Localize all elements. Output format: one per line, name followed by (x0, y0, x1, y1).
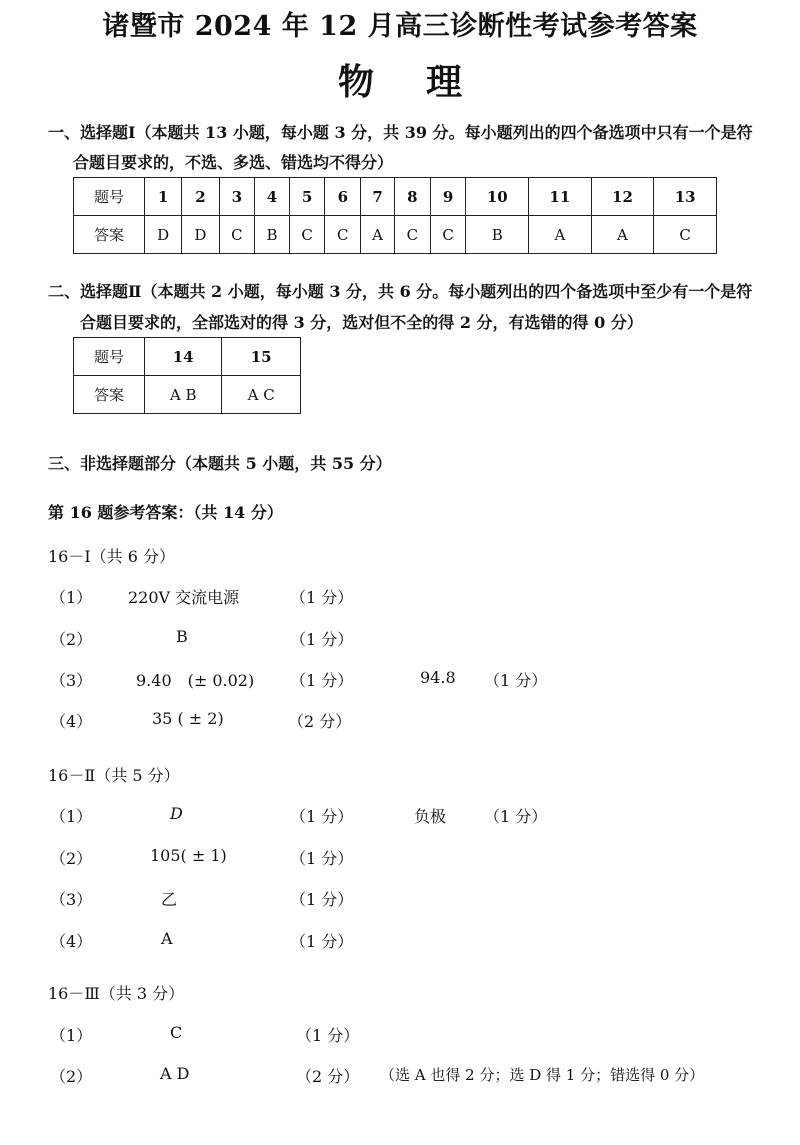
question-number: 14 (145, 338, 222, 376)
item-points: （1 分） (290, 932, 354, 951)
question-number: 1 (145, 178, 182, 216)
answer-cell: A C (222, 376, 301, 414)
answer-cell: D (145, 216, 182, 254)
item-answer: D (170, 804, 183, 823)
answer-cell: C (430, 216, 466, 254)
answer-cell: D (182, 216, 219, 254)
item-answer: B (176, 627, 188, 646)
question-number: 11 (529, 178, 592, 216)
item-index: （2） (50, 630, 93, 649)
item-index: （4） (50, 932, 93, 951)
answer-cell: A (591, 216, 654, 254)
sub3-heading: 16－Ⅲ（共 3 分） (48, 984, 185, 1003)
question-number: 5 (289, 178, 325, 216)
part3-heading: 三、非选择题部分（本题共 5 小题，共 55 分） (48, 454, 392, 473)
item-index: （2） (50, 849, 93, 868)
row-label: 答案 (74, 216, 145, 254)
item-points: （1 分） (290, 671, 354, 690)
answer-cell: B (255, 216, 289, 254)
answer-cell: C (325, 216, 361, 254)
row-label: 题号 (74, 178, 145, 216)
item-points: （1 分） (290, 849, 354, 868)
sub2-heading: 16－Ⅱ（共 5 分） (48, 766, 180, 785)
answer-cell: B (466, 216, 529, 254)
item-index: （1） (50, 588, 93, 607)
item-points-2: （1 分） (484, 807, 548, 826)
question-number: 6 (325, 178, 361, 216)
item-points: （1 分） (290, 890, 354, 909)
question-number: 15 (222, 338, 301, 376)
item-points: （1 分） (290, 807, 354, 826)
answer-cell: A B (145, 376, 222, 414)
item-points: （2 分） (288, 712, 352, 731)
item-points: （1 分） (290, 630, 354, 649)
question-number: 2 (182, 178, 219, 216)
part1-heading-line2: 合题目要求的，不选、多选、错选均不得分） (73, 153, 394, 172)
question-number: 3 (219, 178, 255, 216)
item-answer-2: 负极 (414, 807, 447, 826)
item-answer: 220V 交流电源 (128, 588, 240, 607)
row-label: 答案 (74, 376, 145, 414)
item-answer: A D (160, 1064, 190, 1083)
part2-number-row (74, 338, 301, 376)
answer-cell: C (289, 216, 325, 254)
part1-number-row (74, 178, 717, 216)
document-title: 诸暨市 2024 年 12 月高三诊断性考试参考答案 (102, 11, 698, 42)
part2-heading-line1: 二、选择题Ⅱ（本题共 2 小题，每小题 3 分，共 6 分。每小题列出的四个备选项中至少有一个是符 (48, 282, 753, 301)
item-index: （3） (50, 671, 93, 690)
item-points: （2 分） (296, 1067, 360, 1086)
item-answer: 9.40 (± 0.02) (136, 671, 255, 690)
row-label: 题号 (74, 338, 145, 376)
question-number: 12 (591, 178, 654, 216)
item-index: （2） (50, 1067, 93, 1086)
item-answer: 35 ( ± 2) (152, 709, 224, 728)
item-index: （3） (50, 890, 93, 909)
item-answer: 105( ± 1) (150, 846, 227, 865)
item-answer: C (170, 1023, 183, 1042)
scoring-note: （选 A 也得 2 分；选 D 得 1 分；错选得 0 分） (380, 1066, 705, 1084)
part1-heading-line1: 一、选择题Ⅰ（本题共 13 小题，每小题 3 分，共 39 分。每小题列出的四个备选项中只有一个是符 (48, 123, 753, 142)
item-index: （1） (50, 1026, 93, 1045)
question-number: 4 (255, 178, 289, 216)
part2-heading-line2: 合题目要求的，全部选对的得 3 分，选对但不全的得 2 分，有选错的得 0 分） (80, 313, 643, 332)
part1-answer-table (73, 177, 717, 254)
item-answer: A (161, 929, 173, 948)
item-index: （1） (50, 807, 93, 826)
question-number: 9 (430, 178, 466, 216)
item-index: （4） (50, 712, 93, 731)
part1-answer-row (74, 216, 717, 254)
answer-cell: C (654, 216, 717, 254)
subject-title: 物理 (337, 61, 514, 103)
item-points: （1 分） (290, 588, 354, 607)
q16-heading: 第 16 题参考答案：（共 14 分） (48, 503, 283, 522)
item-points: （1 分） (296, 1026, 360, 1045)
question-number: 8 (395, 178, 431, 216)
question-number: 7 (361, 178, 395, 216)
part2-answer-row (74, 376, 301, 414)
item-answer-2: 94.8 (420, 668, 456, 687)
answer-cell: A (361, 216, 395, 254)
part2-answer-table (73, 337, 301, 414)
sub1-heading: 16－Ⅰ（共 6 分） (48, 547, 176, 566)
item-answer: 乙 (161, 890, 178, 909)
question-number: 10 (466, 178, 529, 216)
answer-cell: A (529, 216, 592, 254)
question-number: 13 (654, 178, 717, 216)
answer-cell: C (219, 216, 255, 254)
answer-cell: C (395, 216, 431, 254)
item-points-2: （1 分） (484, 671, 548, 690)
